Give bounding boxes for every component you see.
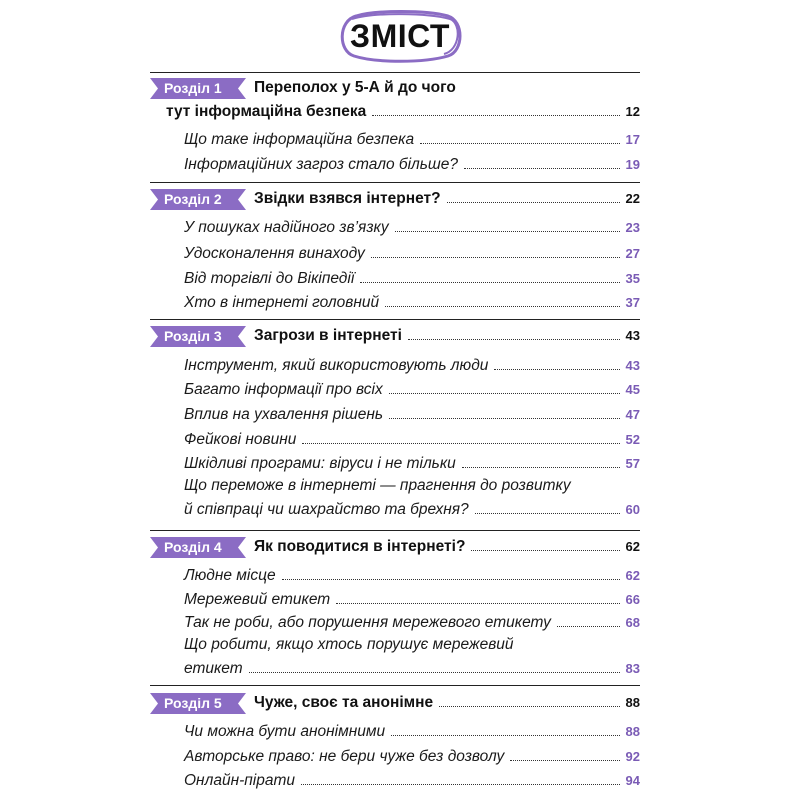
toc-entry[interactable]: Так не роби, або порушення мережевого етикету 68 — [184, 611, 640, 635]
toc-entry[interactable]: Від торгівлі до Вікіпедії 35 — [184, 267, 640, 291]
page-number: 45 — [625, 382, 640, 397]
page-number: 62 — [625, 568, 640, 583]
toc-entry[interactable]: Що переможе в інтернеті — прагнення до розвитку й співпраці чи шахрайство та брехня? 60 — [184, 474, 640, 522]
toc-entry[interactable]: Онлайн-пірати 94 — [184, 769, 640, 793]
chapter-badge — [150, 326, 246, 347]
page-number: 88 — [625, 695, 640, 710]
toc-entry[interactable]: Хто в інтернеті головний 37 — [184, 291, 640, 315]
section-divider — [150, 685, 640, 686]
page-number: 68 — [625, 615, 640, 630]
toc-entry[interactable]: Чи можна бути анонімними 88 — [184, 720, 640, 744]
toc-entry[interactable]: Мережевий етикет 66 — [184, 588, 640, 612]
toc-title-badge — [336, 8, 464, 64]
page-number: 23 — [625, 220, 640, 235]
chapter-badge-label: Розділ 5 — [164, 695, 222, 711]
page-number: 83 — [625, 661, 640, 676]
section-divider — [150, 319, 640, 320]
chapter-5[interactable] — [150, 691, 640, 715]
chapter-badge — [150, 693, 246, 714]
leader-dots — [408, 338, 620, 340]
chapter-title: Звідки взявся інтернет? 22 — [254, 187, 640, 211]
page-number: 17 — [625, 132, 640, 147]
page-number: 52 — [625, 432, 640, 447]
toc-entry[interactable]: Людне місце 62 — [184, 564, 640, 588]
toc-entry[interactable]: Інформаційних загроз стало більше? 19 — [184, 153, 640, 177]
page-number: 43 — [625, 358, 640, 373]
chapter-badge-label: Розділ 1 — [164, 80, 222, 96]
leader-dots — [439, 705, 619, 707]
chapter-title: Загрози в інтернеті 43 — [254, 324, 640, 348]
page-number: 43 — [625, 328, 640, 343]
chapter-badge-label: Розділ 3 — [164, 328, 222, 344]
page-number: 92 — [625, 749, 640, 764]
page-number: 22 — [625, 191, 640, 206]
page-number: 60 — [625, 502, 640, 517]
chapter-badge — [150, 78, 246, 99]
toc-entry[interactable]: Що робити, якщо хтось порушує мережевий етикет 83 — [184, 633, 640, 681]
section-divider — [150, 72, 640, 73]
toc-entry[interactable]: Що таке інформаційна безпека 17 — [184, 128, 640, 152]
page-number: 12 — [625, 104, 640, 119]
chapter-title: Чуже, своє та анонімне 88 — [254, 691, 640, 715]
page-number: 47 — [625, 407, 640, 422]
page-title: ЗМІСТ — [350, 17, 450, 54]
page-number: 57 — [625, 456, 640, 471]
leader-dots — [447, 201, 620, 203]
page-number: 27 — [625, 246, 640, 261]
chapter-title: Як поводитися в інтернеті? 62 — [254, 535, 640, 559]
toc-entry[interactable]: Вплив на ухвалення рішень 47 — [184, 403, 640, 427]
page-number: 19 — [625, 157, 640, 172]
page-number: 94 — [625, 773, 640, 788]
page-number: 35 — [625, 271, 640, 286]
chapter-badge-label: Розділ 2 — [164, 191, 222, 207]
chapter-2[interactable] — [150, 187, 640, 211]
toc-entry[interactable]: Шкідливі програми: віруси і не тільки 57 — [184, 452, 640, 476]
page-number: 37 — [625, 295, 640, 310]
section-divider — [150, 182, 640, 183]
chapter-badge — [150, 189, 246, 210]
page-number: 66 — [625, 592, 640, 607]
chapter-4[interactable] — [150, 535, 640, 559]
chapter-title-line2: тут інформаційна безпека 12 — [166, 100, 640, 124]
page-number: 62 — [625, 539, 640, 554]
chapter-badge-label: Розділ 4 — [164, 539, 222, 555]
toc-entry[interactable]: Фейкові новини 52 — [184, 428, 640, 452]
toc-entry[interactable]: Удосконалення винаходу 27 — [184, 242, 640, 266]
leader-dots — [372, 114, 619, 116]
chapter-badge — [150, 537, 246, 558]
toc-entry[interactable]: Багато інформації про всіх 45 — [184, 378, 640, 402]
chapter-1[interactable] — [150, 76, 640, 124]
leader-dots — [471, 549, 619, 551]
chapter-3[interactable] — [150, 324, 640, 348]
page-number: 88 — [625, 724, 640, 739]
chapter-title: Переполох у 5-А й до чого — [254, 79, 456, 96]
section-divider — [150, 530, 640, 531]
toc-entry[interactable]: Авторське право: не бери чуже без дозволу 92 — [184, 745, 640, 769]
toc-entry[interactable]: У пошуках надійного зв’язку 23 — [184, 216, 640, 240]
toc-entry[interactable]: Інструмент, який використовують люди 43 — [184, 354, 640, 378]
